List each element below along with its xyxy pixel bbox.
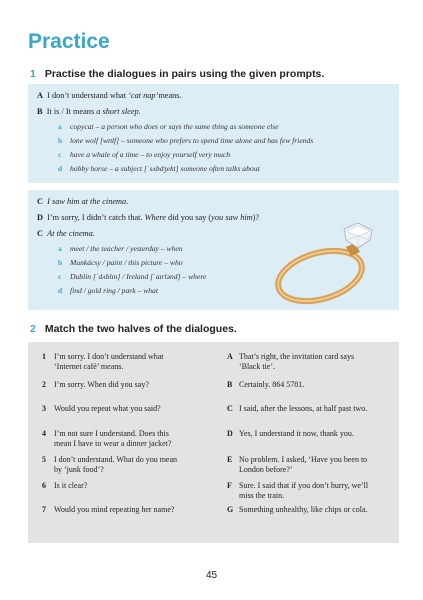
dialogue-line-b: B It is / It means a short sleep. bbox=[37, 107, 141, 116]
diamond-ring-image bbox=[262, 223, 374, 305]
exercise-instruction: Practise the dialogues in pairs using the given prompts. bbox=[44, 68, 325, 80]
right-item: B Certainly. 864 5781. bbox=[227, 380, 305, 389]
left-item: 5 I don’t understand. What do you mean by ‘junk food’? bbox=[42, 455, 178, 474]
prompt-item: a meet / the teacher / yesterday – when bbox=[58, 244, 183, 253]
exercise-number: 2 bbox=[30, 323, 36, 335]
right-item: G Something unhealthy, like chips or cola. bbox=[227, 505, 368, 514]
prompt-item: c have a whale of a time – to enjoy yourself very much bbox=[58, 150, 231, 159]
exercise-instruction: Match the two halves of the dialogues. bbox=[44, 323, 237, 335]
page-number: 45 bbox=[205, 570, 218, 581]
prompt-item: a copycat – a person who does or says the same thing as someone else bbox=[58, 122, 279, 131]
prompt-item: d hobby horse – a subject [ˈsʌbdʒekt] someone often talks about bbox=[58, 164, 260, 173]
exercise-number: 1 bbox=[30, 68, 36, 80]
left-item: 3 Would you repeat what you said? bbox=[42, 404, 161, 413]
left-item: 6 Is it clear? bbox=[42, 481, 88, 490]
left-item: 1 I’m sorry. I don’t understand what ‘Internet café’ means. bbox=[42, 352, 164, 371]
dialogue-line-d: D I’m sorry, I didn’t catch that. Where did you say (you saw him)? bbox=[37, 213, 260, 222]
left-item: 7 Would you mind repeating her name? bbox=[42, 505, 175, 514]
dialogue-box-1 bbox=[28, 84, 399, 183]
prompt-item: d find / gold ring / park – what bbox=[58, 286, 158, 295]
prompt-item: c Dublin [ˈdʌblɪn] / Ireland [ˈaɪrlənd] – where bbox=[58, 272, 207, 281]
right-item: A That’s right, the invitation card says ‘Black tie’. bbox=[227, 352, 355, 371]
right-item: F Sure. I said that if you don’t hurry, we’ll miss the train. bbox=[227, 481, 369, 500]
right-item: C I said, after the lessons, at half past two. bbox=[227, 404, 368, 413]
prompt-item: b Munkácsy / paint / this picture – who bbox=[58, 258, 183, 267]
exercise-2-heading bbox=[30, 323, 237, 335]
dialogue-line-c: C I saw him at the cinema. bbox=[37, 197, 129, 206]
prompt-item: b lone wolf [wʊlf] – someone who prefers to spend time alone and has few friends bbox=[58, 136, 314, 145]
right-item: E No problem. I asked, ‘Have you been to London before?’ bbox=[227, 455, 368, 474]
left-item: 4 I’m not sure I understand. Does this mean I have to wear a dinner jacket? bbox=[42, 429, 172, 448]
dialogue-line-c-answer: C At the cinema. bbox=[37, 229, 95, 238]
exercise-1-heading bbox=[30, 68, 324, 80]
dialogue-line-a: A I don’t understand what ‘cat nap’means. bbox=[37, 91, 182, 100]
matching-box bbox=[28, 342, 399, 543]
left-item: 2 I’m sorry. When did you say? bbox=[42, 380, 149, 389]
page-title: Practice bbox=[28, 30, 110, 53]
right-item: D Yes, I understand it now, thank you. bbox=[227, 429, 354, 438]
